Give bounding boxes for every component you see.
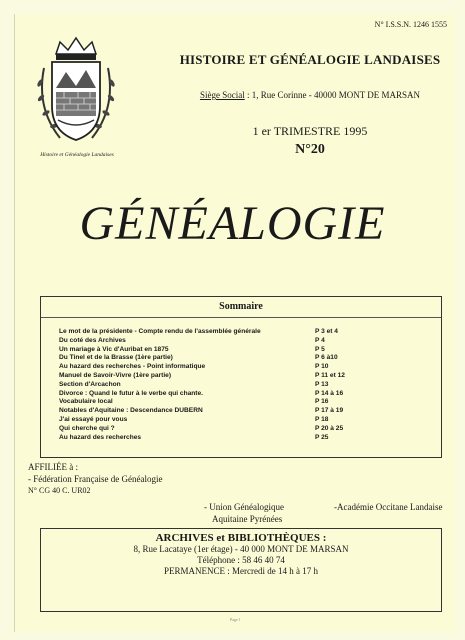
toc-item-label: Un mariage à Vic d'Auribat en 1875 xyxy=(59,345,169,353)
archives-title: ARCHIVES et BIBLIOTHÈQUES : xyxy=(155,532,327,544)
toc-item-page: P 25 xyxy=(315,433,329,441)
toc-item-label: Du Tinel et de la Brasse (1ère partie) xyxy=(59,354,173,362)
archives-phone: Téléphone : 58 46 40 74 xyxy=(197,555,285,565)
toc-item xyxy=(59,390,429,399)
toc-item xyxy=(59,363,429,372)
toc-item-page: P 17 à 19 xyxy=(315,407,344,415)
toc-item-page: P 14 à 16 xyxy=(315,389,344,397)
toc-item-page: P 6 à10 xyxy=(315,354,338,362)
archives-box xyxy=(40,528,442,612)
toc-item-page: P 10 xyxy=(315,363,329,371)
organization-title: HISTOIRE ET GÉNÉALOGIE LANDAISES xyxy=(179,52,441,67)
toc-item-page: P 4 xyxy=(315,336,325,344)
toc-item-page: P 3 et 4 xyxy=(315,328,338,335)
issue-quarter: 1 er TRIMESTRE 1995 xyxy=(252,124,368,138)
toc-item-label: Manuel de Savoir-Vivre (1ère partie) xyxy=(59,371,172,379)
affiliation-heading: AFFILIÉE à : xyxy=(28,462,78,472)
toc-item xyxy=(59,328,429,337)
toc-item-page: P 13 xyxy=(315,380,329,388)
toc-item-page: P 16 xyxy=(315,398,329,406)
toc-item xyxy=(59,381,429,390)
toc-item xyxy=(59,337,429,346)
toc-item-label: Au hazard des recherches - Point informatique xyxy=(59,363,206,371)
affiliation-academie: -Académie Occitane Landaise xyxy=(334,502,443,512)
issue-number: N°20 xyxy=(295,142,325,157)
toc-item xyxy=(59,425,429,434)
table-of-contents xyxy=(40,296,442,458)
toc-item-label: Divorce : Quand le futur à le verbe qui chante. xyxy=(59,389,203,397)
toc-item-label: Le mot de la présidente - Compte rendu de l'assemblée générale xyxy=(59,328,261,335)
toc-heading: Sommaire xyxy=(219,301,263,312)
toc-item-label: Vocabulaire local xyxy=(59,398,113,406)
toc-item-page: P 18 xyxy=(315,415,329,423)
toc-item xyxy=(59,372,429,381)
toc-item-label: J'ai essayé pour vous xyxy=(59,415,128,423)
toc-item-label: Du coté des Archives xyxy=(59,336,126,344)
coat-of-arms-icon xyxy=(30,28,122,158)
toc-item-label: Notables d'Aquitaine : Descendance DUBERN xyxy=(59,407,203,415)
toc-item-label: Section d'Arcachon xyxy=(59,380,121,388)
toc-item xyxy=(59,354,429,363)
headquarters-label: Siège Social xyxy=(199,90,245,100)
affiliation-union-region: Aquitaine Pyrénées xyxy=(212,514,283,524)
affiliation-federation: - Fédération Française de Généalogie xyxy=(28,474,163,484)
toc-item-page: P 20 à 25 xyxy=(315,424,344,432)
archives-address: 8, Rue Lacataye (1er étage) - 40 000 MONT DE MARSAN xyxy=(133,544,349,554)
toc-item-page: P 11 et 12 xyxy=(315,371,345,379)
toc-divider xyxy=(41,317,441,318)
issn-number: N° I.S.S.N. 1246 1555 xyxy=(374,20,447,29)
affiliation-union: - Union Généalogique xyxy=(204,502,284,512)
crest-caption: Histoire et Généalogie Landaises xyxy=(40,152,114,158)
toc-item xyxy=(59,416,429,425)
headquarters-value: : 1, Rue Corinne - 40000 MONT DE MARSAN xyxy=(244,90,421,100)
toc-list xyxy=(59,328,429,442)
toc-item xyxy=(59,346,429,355)
archives-hours: PERMANENCE : Mercredi de 14 h à 17 h xyxy=(164,566,318,576)
toc-item xyxy=(59,407,429,416)
toc-item-label: Qui cherche qui ? xyxy=(59,424,115,432)
toc-item xyxy=(59,398,429,407)
main-title: GÉNÉALOGIE xyxy=(79,197,386,250)
toc-item xyxy=(59,434,429,443)
toc-item-page: P 5 xyxy=(315,345,325,353)
headquarters-address xyxy=(170,90,450,100)
toc-item-label: Au hazard des recherches xyxy=(59,433,142,441)
page-number: Page 1 xyxy=(230,617,241,622)
affiliation-federation-number: N° CG 40 C. UR02 xyxy=(28,486,91,495)
